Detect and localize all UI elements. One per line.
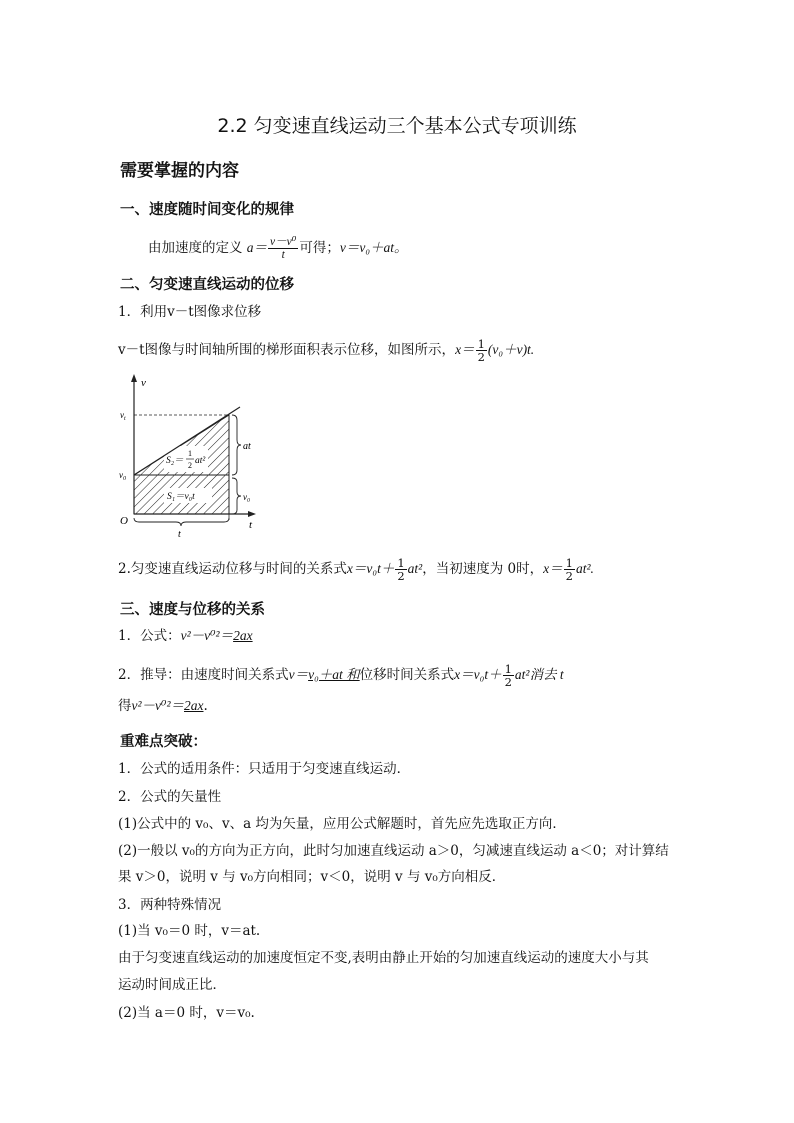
key-line-2: 2．公式的矢量性 [118,789,222,805]
brace-t [134,518,229,526]
text: ，当初速度为 0时， [422,561,544,577]
axis-v-label: v [141,377,146,389]
text: v－t图像与时间轴所围的梯形面积表示位移，如图所示， [118,342,456,358]
vt-main: v [120,410,124,420]
v0-sub: 0 [123,476,126,482]
section-3-heading: 三、速度与位移的关系 [120,602,265,618]
text: 由加速度的定义 [148,240,243,256]
section-1-heading: 一、速度随时间变化的规律 [120,202,294,218]
formula-a: a＝ [246,240,268,255]
key-line-1: 1．公式的适用条件：只适用于匀变速直线运动． [118,761,411,777]
brace-t-label: t [178,529,181,540]
s2-num: 1 [188,449,192,458]
section-3-item-1 [118,627,253,645]
origin-label: O [120,515,128,527]
t-axis-arrow [248,511,256,517]
formula: x＝ [543,561,563,576]
fraction-denominator: 2 [397,569,405,583]
key-points-heading: 重难点突破： [120,734,207,750]
formula-v: v＝v₀＋at。 [339,240,408,255]
text: 2．推导：由速度时间关系式 [118,667,289,683]
formula-x: x＝ [455,342,475,357]
vt-sub: t [124,416,126,422]
s2-den: 2 [188,461,192,470]
key-line-7: (1)当 v₀＝0 时，v＝at. [118,923,261,939]
key-line-3: (1)公式中的 v₀、v、a 均为矢量，应用公式解题时，首先应先选取正方向． [118,816,566,832]
fraction-denominator: 2 [504,675,512,689]
formula-underlined: 2ax [233,628,253,643]
v0-label [119,470,126,482]
section-2-heading: 二、匀变速直线运动的位移 [120,277,294,293]
brace-v0 [232,478,241,514]
formula: at² [407,561,423,576]
fraction-denominator: t [281,249,285,261]
fraction-numerator: 1 [565,556,573,570]
text: 得 [118,698,132,714]
fraction-numerator: 1 [477,337,485,351]
fraction-half [476,338,487,363]
acceleration-definition-line [148,236,408,261]
formula-underlined: 2ax [184,698,204,713]
formula: v²－v⁰²＝ [131,698,184,713]
fraction [268,236,298,261]
text: 可得； [299,240,340,256]
section-main-heading: 需要掌握的内容 [120,161,239,181]
key-line-8: 由于匀变速直线运动的加速度恒定不变,表明由静止开始的匀加速直线运动的速度大小与其 [118,950,649,966]
key-line-4: (2)一般以 v₀的方向为正方向，此时匀加速直线运动 a＞0，匀减速直线运动 a＜0；对计算结 [118,843,669,859]
axis-t-label: t [249,519,253,531]
fraction-numerator: v－v⁰ [270,236,297,248]
fraction-denominator: 2 [565,569,573,583]
fraction-half [503,663,514,688]
fraction-numerator: 1 [504,662,512,676]
v-axis-arrow [131,374,137,382]
trapezoid-area-line [118,338,534,363]
section-2-item-1: 1．利用v－t图像求位移 [118,304,262,320]
formula: v＝ [288,667,309,682]
s2-label: S₂＝ [166,456,184,466]
text: 1．公式： [118,628,181,644]
fraction-numerator: 1 [397,556,405,570]
formula: at². [575,561,594,576]
fraction-half [564,557,575,582]
displacement-time-line [118,557,594,582]
section-3-item-3 [118,697,208,715]
key-line-10: (2)当 a＝0 时，v＝v₀. [118,1005,255,1021]
formula: x＝v₀t＋ [346,561,395,576]
section-3-item-2 [118,663,564,688]
formula: x＝v₀t＋ [454,667,502,682]
s1-label: S₁＝v₀t [167,492,195,502]
text: . [203,698,208,714]
fraction-denominator: 2 [477,350,485,364]
text: 位移时间关系式 [359,667,455,683]
brace-at-label: at [243,441,251,452]
key-line-6: 3．两种特殊情况 [118,897,222,913]
s2-at2: at² [195,456,206,466]
vt-label [120,410,126,422]
formula: v²－v⁰²＝ [180,628,234,643]
key-line-5: 果 v＞0，说明 v 与 v₀方向相同；v＜0，说明 v 与 v₀方向相反． [118,869,506,885]
v0-main: v [119,470,123,480]
brace-v0-label: v₀ [243,492,251,502]
key-line-9: 运动时间成正比． [118,977,226,993]
formula-underlined: v₀＋at 和 [308,667,360,682]
fraction-half [395,557,406,582]
page-title: 2.2 匀变速直线运动三个基本公式专项训练 [217,115,577,137]
text: 2.匀变速直线运动位移与时间的关系式 [118,561,347,577]
v-t-graph [116,372,266,540]
brace-at [232,415,241,475]
formula: at²消去 t [514,667,564,682]
formula-tail: (v₀＋v)t. [487,342,535,357]
